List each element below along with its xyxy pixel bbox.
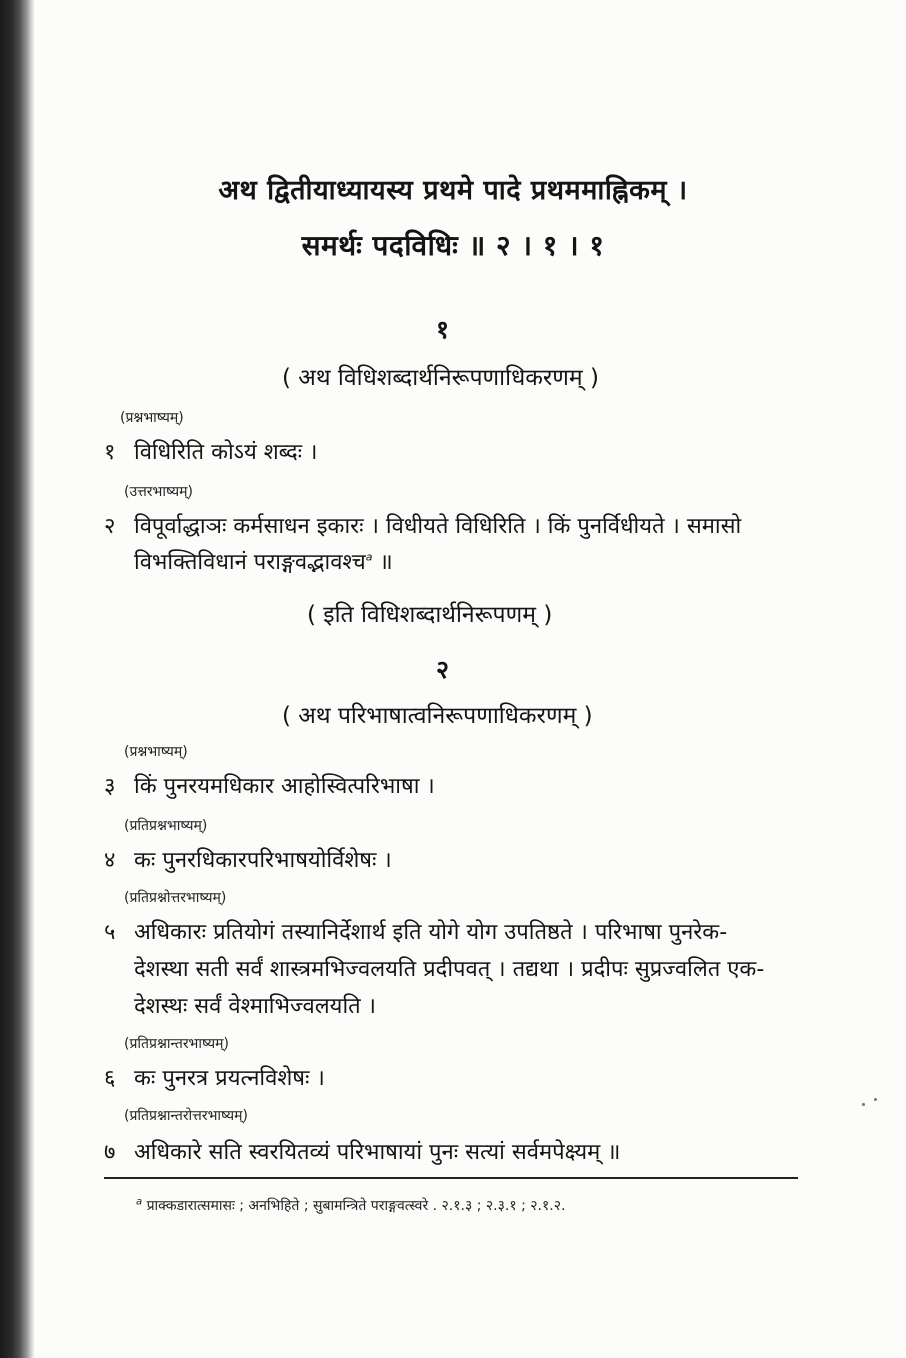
verse-line-1: [104, 436, 317, 466]
scan-speck: [862, 1103, 865, 1106]
verse-index: ३: [104, 774, 116, 799]
verse-text: कः पुनरत्र प्रयत्नविशेषः ।: [134, 1066, 325, 1091]
label-counter-question: (प्रतिप्रश्नभाष्यम्): [124, 818, 208, 834]
footnote-divider: [104, 1177, 798, 1179]
footnote-marker: a: [136, 1196, 143, 1208]
verse-line-2: [104, 510, 741, 540]
verse-line-7: [104, 1136, 621, 1166]
footnote-text: प्राक्कडारात्समासः ; अनभिहिते ; सुबामन्त्रिते पराङ्गवत्स्वरे . २.१.३ ; २.३.१ ; २.१.२.: [142, 1198, 566, 1214]
verse-line-5-cont: देशस्था सती सर्वं शास्त्रमभिज्वलयति प्रदीपवत् । तद्यथा । प्रदीपः सुप्रज्वलित एक-: [134, 957, 765, 982]
label-answer: (उत्तरभाष्यम्): [124, 484, 193, 500]
verse-line-4: [104, 844, 392, 874]
footnote-marker: a: [365, 550, 373, 564]
label-question-2: (प्रश्नभाष्यम्): [124, 744, 188, 760]
verse-line-3: [104, 770, 435, 800]
verse-text: कः पुनरधिकारपरिभाषयोर्विशेषः ।: [134, 848, 392, 873]
verse-text: विपूर्वाद्धाञः कर्मसाधन इकारः । विधीयते विधिरिति । किं पुनर्विधीयते । समासो: [134, 514, 742, 539]
verse-line-2-cont: [134, 546, 393, 576]
verse-text: विभक्तिविधानं पराङ्गवद्भावश्च: [134, 550, 366, 575]
section-number-1: १: [436, 315, 450, 344]
label-question: (प्रश्नभाष्यम्): [120, 410, 184, 426]
section-title-2: ( अथ परिभाषात्वनिरूपणाधिकरणम् ): [282, 703, 593, 729]
verse-index: २: [104, 514, 116, 539]
scan-speck: [874, 1098, 877, 1101]
footnote: [136, 1196, 565, 1215]
sutra-heading: समर्थः पदविधिः ॥ २ । १ । १: [301, 229, 605, 262]
verse-index: १: [104, 440, 116, 465]
section-title-1: ( अथ विधिशब्दार्थनिरूपणाधिकरणम् ): [282, 365, 599, 391]
verse-line-5: [104, 916, 727, 946]
verse-line-6: [104, 1062, 325, 1092]
label-counter-answer: (प्रतिप्रश्नोत्तरभाष्यम्): [124, 890, 227, 906]
verse-index: ७: [104, 1140, 116, 1165]
verse-end: ॥: [372, 550, 393, 575]
chapter-heading: अथ द्वितीयाध्यायस्य प्रथमे पादे प्रथममाह्निकम् ।: [218, 175, 688, 206]
verse-text: अधिकारे सति स्वरयितव्यं परिभाषायां पुनः सत्यां सर्वमपेक्ष्यम् ॥: [134, 1140, 621, 1165]
section-number-2: २: [436, 655, 450, 684]
verse-line-5-cont2: देशस्थः सर्वं वेश्माभिज्वलयति ।: [134, 994, 377, 1019]
section-close-1: ( इति विधिशब्दार्थनिरूपणम् ): [307, 602, 553, 628]
verse-index: ४: [104, 848, 116, 873]
verse-text: विधिरिति कोऽयं शब्दः ।: [134, 440, 318, 465]
verse-text: अधिकारः प्रतियोगं तस्यानिर्देशार्थ इति योगे योग उपतिष्ठते । परिभाषा पुनरेक-: [134, 920, 728, 945]
label-further-question: (प्रतिप्रश्नान्तरभाष्यम्): [124, 1036, 229, 1052]
verse-index: ६: [104, 1066, 116, 1091]
verse-text: किं पुनरयमधिकार आहोस्वित्परिभाषा ।: [134, 774, 435, 799]
verse-index: ५: [104, 920, 116, 945]
label-further-answer: (प्रतिप्रश्नान्तरोत्तरभाष्यम्): [124, 1108, 248, 1124]
